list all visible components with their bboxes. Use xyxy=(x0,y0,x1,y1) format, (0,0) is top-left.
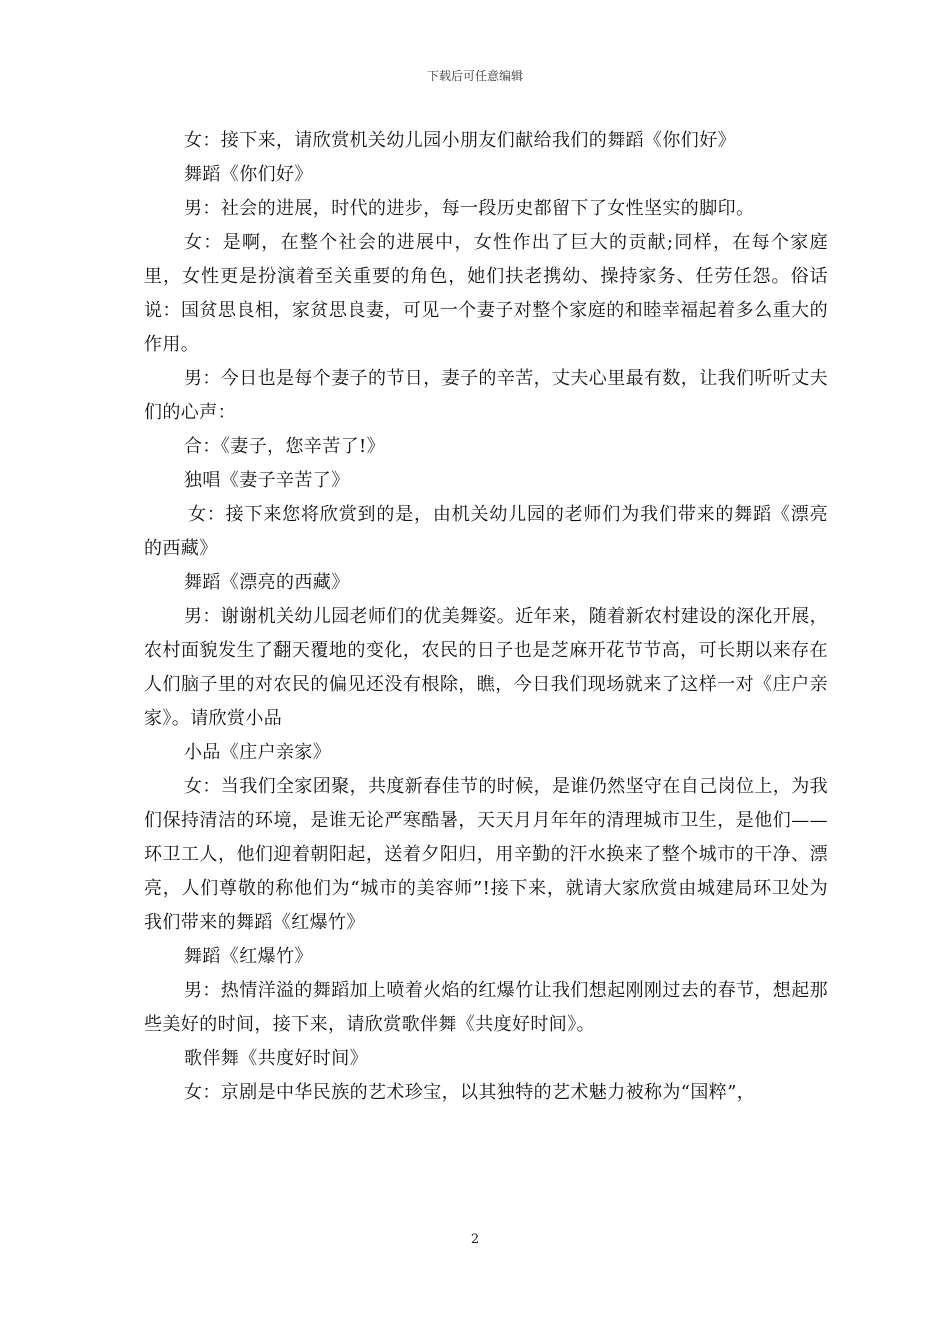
paragraph: 男：热情洋溢的舞蹈加上喷着火焰的红爆竹让我们想起刚刚过去的春节，想起那些美好的时间，接下来，请欣赏歌伴舞《共度好时间》。 xyxy=(144,980,828,1035)
paragraph: 歌伴舞《共度好时间》 xyxy=(184,1048,368,1069)
paragraph: 小品《庄户亲家》 xyxy=(184,742,332,763)
document-body xyxy=(144,124,828,1110)
paragraph: 女：接下来，请欣赏机关幼儿园小朋友们献给我们的舞蹈《你们好》 xyxy=(184,130,736,151)
paragraph: 男：谢谢机关幼儿园老师们的优美舞姿。近年来，随着新农村建设的深化开展，农村面貌发生了翻天覆地的变化，农民的日子也是芝麻开花节节高，可长期以来存在人们脑子里的对农民的偏见还没有根除，瞧，今日我们现场就来了这样一对《庄户亲家》。请欣赏小品 xyxy=(144,606,828,729)
paragraph: 女：接下来您将欣赏到的是，由机关幼儿园的老师们为我们带来的舞蹈《漂亮的西藏》 xyxy=(144,504,828,559)
paragraph: 男：社会的进展，时代的进步，每一段历史都留下了女性坚实的脚印。 xyxy=(184,198,755,219)
paragraph: 女：是啊，在整个社会的进展中，女性作出了巨大的贡献;同样，在每个家庭里，女性更是扮演着至关重要的角色，她们扶老携幼、操持家务、任劳任怨。俗话说：国贫思良相，家贫思良妻，可见一个妻子对整个家庭的和睦幸福起着多么重大的作用。 xyxy=(144,232,828,355)
paragraph: 舞蹈《漂亮的西藏》 xyxy=(184,572,350,593)
paragraph: 女：京剧是中华民族的艺术珍宝，以其独特的艺术魅力被称为“国粹”， xyxy=(184,1082,756,1103)
paragraph: 合：《妻子，您辛苦了!》 xyxy=(184,436,386,457)
paragraph: 男：今日也是每个妻子的节日，妻子的辛苦，丈夫心里最有数，让我们听听丈夫们的心声： xyxy=(144,368,828,423)
page-number: 2 xyxy=(470,1232,480,1247)
paragraph: 独唱《妻子辛苦了》 xyxy=(184,470,350,491)
paragraph: 舞蹈《红爆竹》 xyxy=(184,946,313,967)
paragraph: 舞蹈《你们好》 xyxy=(184,164,313,185)
page-header-note: 下载后可任意编辑 xyxy=(426,69,523,83)
paragraph: 女：当我们全家团聚，共度新春佳节的时候，是谁仍然坚守在自己岗位上，为我们保持清洁的环境，是谁无论严寒酷暑，天天月月年年的清理城市卫生，是他们——环卫工人，他们迎着朝阳起，送着夕阳归，用辛勤的汗水换来了整个城市的干净、漂亮，人们尊敬的称他们为“城市的美容师”!接下来，就请大家欣赏由城建局环卫处为我们带来的舞蹈《红爆竹》 xyxy=(144,776,828,933)
